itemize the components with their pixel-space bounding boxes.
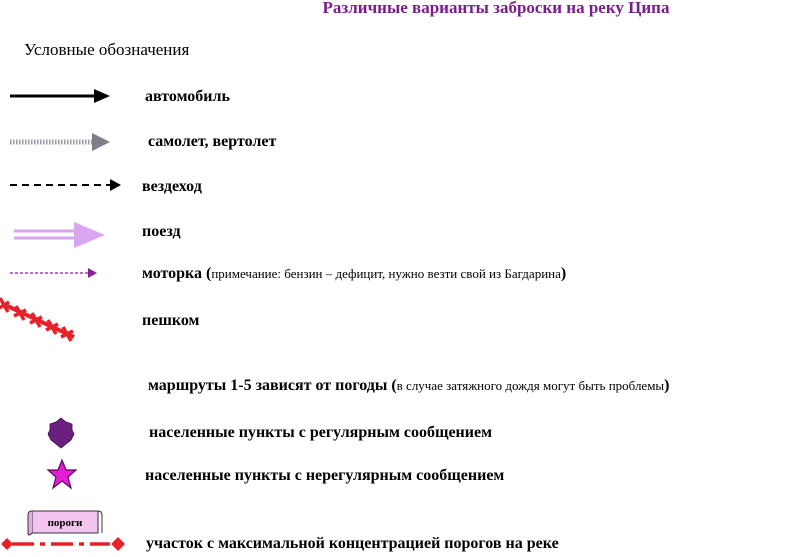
rapids-badge-icon [28,508,100,536]
legend-label-boat-group [142,264,566,284]
legend-note-close: ) [560,265,567,282]
solid-arrow-icon [10,86,110,106]
legend-label-walk: пешком [142,312,200,329]
dashed-arrow-icon [10,175,120,195]
map-title: Различные варианты заброски на реку Ципа [322,0,670,17]
legend-label-routes-group [148,376,670,396]
legend-label-car: автомобиль [145,88,230,105]
legend-label-regular: населенные пункты с регулярным сообщением [149,424,492,441]
legend-label-train: поезд [142,223,181,240]
legend-note-boat: примечание: бензин – дефицит, нужно везти свой из Багдарина [211,266,561,281]
double-arrow-icon [14,220,109,250]
rapids-badge-text: пороги [47,517,83,529]
legend-label-routes: маршруты 1-5 зависят от погоды [148,377,392,394]
legend-label-plane: самолет, вертолет [148,133,277,150]
legend-note-routes: в случае затяжного дождя могут быть проблемы [396,378,665,393]
legend-heading: Условные обозначения [24,40,190,59]
legend-note-open: ( [206,265,212,282]
rapids-line-icon [0,535,130,555]
legend-label-boat: моторка [142,265,206,282]
legend-note-close: ) [664,377,670,394]
legend-label-atv: вездеход [142,178,202,195]
boat-arrow-icon [10,263,100,283]
star-icon [47,459,77,489]
octagon-star-icon [48,418,74,448]
legend-note-open: ( [391,377,397,394]
cross-line-icon [0,298,80,343]
legend-label-rapids: участок с максимальной концентрацией порогов на реке [146,535,559,552]
dotted-arrow-icon [10,131,110,153]
legend-label-irregular: населенные пункты с нерегулярным сообщением [145,467,505,484]
